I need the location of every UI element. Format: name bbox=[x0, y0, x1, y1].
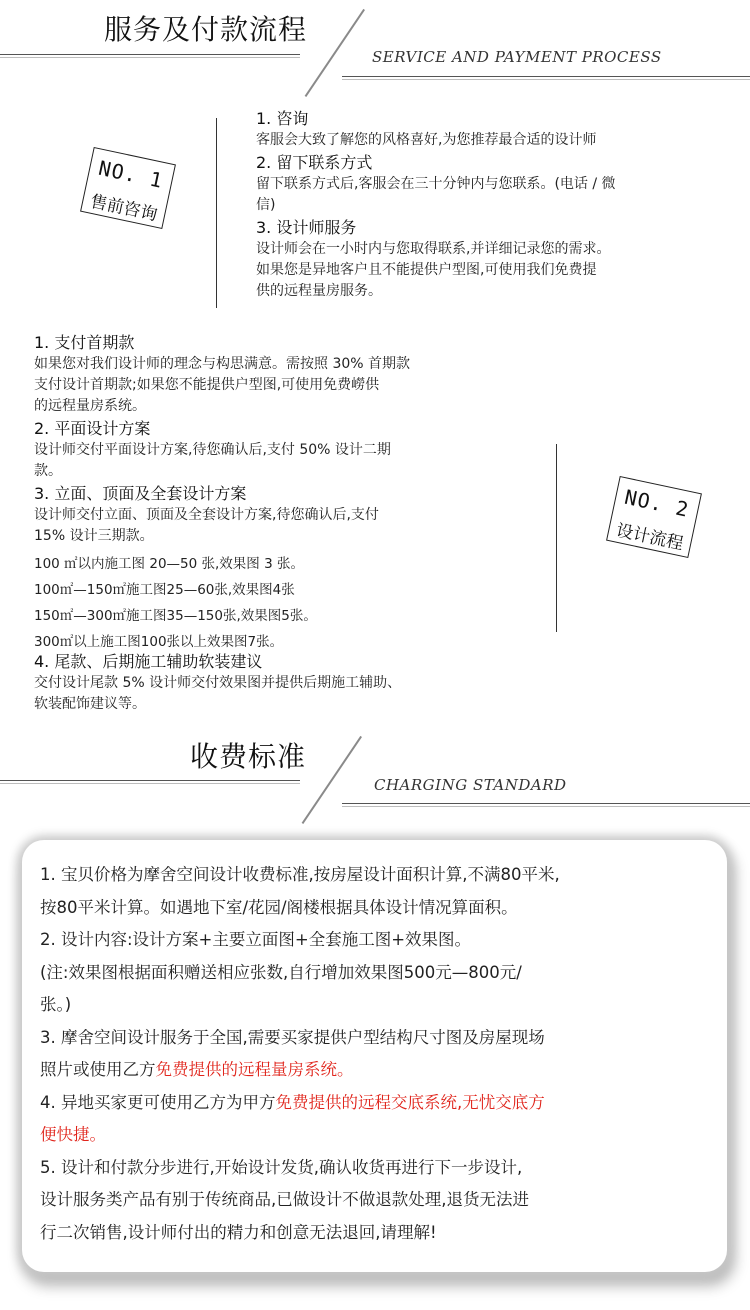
header-rule-right-fade bbox=[342, 79, 750, 80]
charge-section-title: 收费标准 bbox=[190, 740, 307, 773]
design-step-text: 如果您对我们设计师的理念与构思满意。需按照 30% 首期款 bbox=[34, 356, 411, 372]
charge-item-text: 4. 异地买家更可使用乙方为甲方 bbox=[40, 1092, 276, 1112]
consult-step-heading: 3. 设计师服务 bbox=[256, 218, 357, 237]
charge-standard-card bbox=[22, 840, 727, 1272]
badge-no1 bbox=[80, 147, 176, 229]
badge-no1-name: 售前咨询 bbox=[88, 191, 159, 226]
consult-step-heading: 1. 咨询 bbox=[256, 109, 309, 128]
charge-item-line bbox=[40, 1087, 720, 1120]
consult-step-text: 信) bbox=[256, 197, 276, 213]
badge-no2-number: NO. 2 bbox=[622, 484, 692, 522]
charge-section-subtitle: CHARGING STANDARD bbox=[374, 776, 567, 794]
charge-item-text: 设计服务类产品有别于传统商品,已做设计不做退款处理,退货无法进 bbox=[40, 1190, 529, 1209]
charge-item-text: 5. 设计和付款分步进行,开始设计发货,确认收货再进行下一步设计, bbox=[40, 1157, 523, 1177]
charge-rule-left bbox=[0, 780, 300, 781]
charge-highlight-text: 便快捷。 bbox=[40, 1125, 106, 1144]
design-step-text: 软装配饰建议等。 bbox=[34, 696, 146, 712]
service-section-subtitle: SERVICE AND PAYMENT PROCESS bbox=[372, 48, 662, 66]
drawing-count-line: 300㎡以上施工图100张以上效果图7张。 bbox=[34, 634, 284, 650]
charge-rule-right bbox=[342, 803, 750, 804]
design-step-heading: 1. 支付首期款 bbox=[34, 333, 135, 352]
design-step-text: 15% 设计三期款。 bbox=[34, 528, 154, 544]
header-rule-fade bbox=[0, 57, 300, 58]
design-step-heading: 2. 平面设计方案 bbox=[34, 419, 151, 438]
charge-rule-left-fade bbox=[0, 783, 300, 784]
header-rule-left bbox=[0, 54, 300, 55]
charge-highlight-text: 免费提供的远程量房系统。 bbox=[155, 1060, 354, 1079]
consult-step-text: 如果您是异地客户且不能提供户型图,可使用我们免费提 bbox=[256, 262, 597, 278]
drawing-count-line: 150㎡—300㎡施工图35—150张,效果图5张。 bbox=[34, 608, 317, 624]
consult-steps bbox=[256, 108, 741, 302]
drawing-count-line: 100㎡—150㎡施工图25—60张,效果图4张 bbox=[34, 582, 295, 598]
consult-step-text: 供的远程量房服务。 bbox=[256, 283, 382, 299]
design-step-text: 支付设计首期款;如果您不能提供户型图,可使用免费嶗供 bbox=[34, 377, 380, 393]
charge-item-text: 2. 设计内容:设计方案+主要立面图+全套施工图+效果图。 bbox=[40, 930, 472, 949]
design-step-text: 设计师交付平面设计方案,待您确认后,支付 50% 设计二期 bbox=[34, 442, 391, 458]
charge-note-text: (注:效果图根据面积赠送相应张数,自行增加效果图500元—800元/ bbox=[40, 962, 522, 982]
charge-item-line bbox=[40, 1054, 720, 1087]
consult-step-text: 设计师会在一小时内与您取得联系,并详细记录您的需求。 bbox=[256, 241, 611, 257]
charge-highlight-text: 免费提供的远程交底系统,无忧交底方 bbox=[275, 1092, 545, 1112]
design-step-text: 交付设计尾款 5% 设计师交付效果图并提供后期施工辅助、 bbox=[34, 675, 402, 691]
design-step-heading: 3. 立面、顶面及全套设计方案 bbox=[34, 484, 247, 503]
design-step-text: 的远程量房系统。 bbox=[34, 398, 146, 414]
design-step-heading: 4. 尾款、后期施工辅助软装建议 bbox=[34, 652, 263, 671]
header-rule-right bbox=[342, 76, 750, 77]
service-section-title: 服务及付款流程 bbox=[104, 13, 308, 46]
charge-rule-right-fade bbox=[342, 806, 750, 807]
design-steps bbox=[34, 332, 534, 715]
header-diagonal-stroke bbox=[305, 9, 365, 97]
badge-no2 bbox=[606, 476, 702, 558]
charge-item-text: 按80平米计算。如遇地下室/花园/阁楼根据具体设计情况算面积。 bbox=[40, 897, 518, 917]
consult-step-text: 留下联系方式后,客服会在三十分钟内与您联系。(电话 / 微 bbox=[256, 176, 616, 192]
consult-step-text: 客服会大致了解您的风格喜好,为您推荐最合适的设计师 bbox=[256, 132, 597, 148]
drawing-count-line: 100 ㎡以内施工图 20—50 张,效果图 3 张。 bbox=[34, 556, 304, 572]
badge-no1-number: NO. 1 bbox=[96, 155, 166, 193]
charge-item-text: 行二次销售,设计师付出的精力和创意无法退回,请理解! bbox=[40, 1222, 437, 1242]
charge-item-text: 照片或使用乙方 bbox=[40, 1060, 156, 1079]
charge-item-text: 1. 宝贝价格为摩舍空间设计收费标准,按房屋设计面积计算,不满80平米, bbox=[40, 865, 560, 884]
charge-item-text: 3. 摩舍空间设计服务于全国,需要买家提供户型结构尺寸图及房屋现场 bbox=[40, 1027, 545, 1047]
consult-step-heading: 2. 留下联系方式 bbox=[256, 153, 373, 172]
consult-divider bbox=[216, 118, 217, 308]
badge-no2-name: 设计流程 bbox=[614, 520, 685, 555]
design-step-text: 设计师交付立面、顶面及全套设计方案,待您确认后,支付 bbox=[34, 507, 379, 523]
design-divider bbox=[556, 444, 557, 632]
charge-diagonal-stroke bbox=[302, 736, 362, 824]
design-step-text: 款。 bbox=[34, 463, 62, 479]
charge-note-text: 张。) bbox=[40, 995, 72, 1014]
